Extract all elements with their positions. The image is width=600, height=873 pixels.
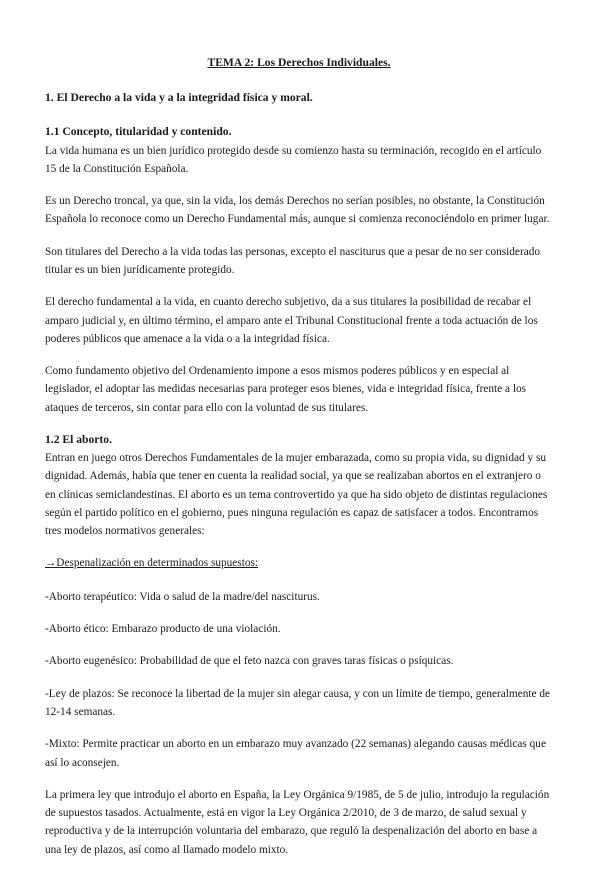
- section-heading: 1. El Derecho a la vida y a la integridad física y moral.: [45, 91, 313, 105]
- document-page: [45, 54, 553, 873]
- list-item: -Aborto terapéutico: Vida o salud de la madre/del nasciturus.: [45, 590, 320, 603]
- list-item: -Mixto: Permite practicar un aborto en un embarazo muy avanzado (22 semanas) alegando causas médicas que así lo aconsejen.: [45, 738, 546, 769]
- paragraph: Entran en juego otros Derechos Fundamentales de la mujer embarazada, como su propia vida, su dignidad y su dignidad. Además, había que tener en cuenta la realidad social, ya que se realizaban abortos en el extranjero o en clínicas semiclandestinas. El aborto es un tema controvertido ya que ha sido objeto de distintas regulaciones según el partido político en el gobierno, pues ninguna regulación es capaz de satisfacer a todos. Encontramos tres modelos normativos generales:: [45, 452, 548, 537]
- document-title: TEMA 2: Los Derechos Individuales.: [207, 56, 391, 69]
- list-item: -Aborto ético: Embarazo producto de una violación.: [45, 622, 281, 635]
- list-item: -Ley de plazos: Se reconoce la libertad de la mujer sin alegar causa, y con un límite de tiempo, generalmente de 12-14 semanas.: [45, 687, 551, 718]
- subsection-heading: 1.2 El aborto.: [45, 432, 112, 446]
- paragraph: Son titulares del Derecho a la vida todas las personas, excepto el nasciturus que a pesar de no ser considerado titular es un bien jurídicamente protegido.: [45, 245, 541, 276]
- paragraph: La primera ley que introdujo el aborto en España, la Ley Orgánica 9/1985, de 5 de julio, introdujo la regulación de supuestos tasados. Actualmente, está en vigor la Ley Orgánica 2/2010, de 3 de marzo, de salud sexual y reproductiva y de la interrupción voluntaria del embarazo, que reguló la despenalización del aborto en base a una ley de plazos, así como al llamado modelo mixto.: [45, 788, 550, 856]
- paragraph: Como fundamento objetivo del Ordenamiento impone a esos mismos poderes públicos y en especial al legislador, el adoptar las medidas necesarias para proteger esos bienes, vida e integridad física, frente a los ataques de terceros, sin contar para ello con la voluntad de sus titulares.: [45, 365, 527, 414]
- list-item: -Aborto eugenésico: Probabilidad de que el feto nazca con graves taras físicas o psíquicas.: [45, 655, 454, 668]
- paragraph: El derecho fundamental a la vida, en cuanto derecho subjetivo, da a sus titulares la posibilidad de recabar el amparo judicial y, en último término, el amparo ante el Tribunal Constitucional frente a toda actuación de los poderes públicos que amenace a la vida o a la integridad física.: [45, 296, 538, 345]
- list-heading: →Despenalización en determinados supuestos:: [45, 557, 259, 570]
- paragraph: Es un Derecho troncal, ya que, sin la vida, los demás Derechos no serían posibles, no obstante, la Constitución Española lo reconoce como un Derecho Fundamental más, aunque si comienza reconociéndolo en primer lugar.: [45, 195, 550, 226]
- subsection-heading: 1.1 Concepto, titularidad y contenido.: [45, 125, 232, 139]
- paragraph: La vida humana es un bien jurídico protegido desde su comienzo hasta su terminación, recogido en el artículo 15 de la Constitución Española.: [45, 144, 542, 175]
